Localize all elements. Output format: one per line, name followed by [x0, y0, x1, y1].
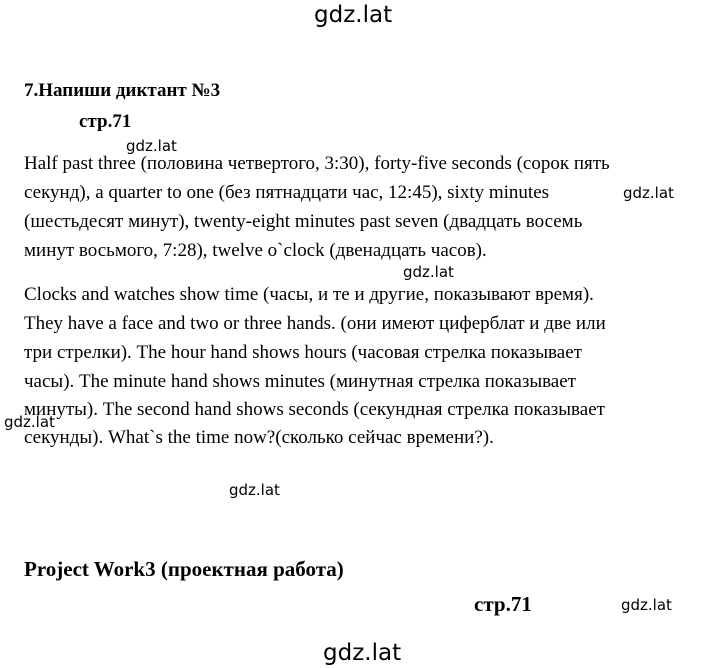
project-title: Project Work3 (проектная работа) — [24, 557, 344, 581]
text-line: три стрелки). The hour hand shows hours (часовая стрелка показывает — [24, 342, 582, 363]
text-line: Half past three (половина четвертого, 3:30), forty-five seconds (сорок пять — [24, 153, 610, 174]
task-title: 7.Напиши диктант №3 — [24, 80, 221, 101]
text-line: секунды). What`s the time now?(сколько сейчас времени?). — [24, 427, 494, 448]
text-line: часы). The minute hand shows minutes (минутная стрелка показывает — [24, 371, 576, 392]
text-line: секунд), a quarter to one (без пятнадцати час, 12:45), sixty minutes — [24, 182, 550, 203]
watermark: gdz.lat — [229, 481, 280, 499]
text-line: минуты). The second hand shows seconds (секундная стрелка показывает — [24, 399, 605, 420]
task-page-ref: стр.71 — [79, 111, 132, 132]
watermark: gdz.lat — [126, 137, 177, 155]
watermark: gdz.lat — [623, 184, 674, 202]
watermark: gdz.lat — [403, 263, 454, 281]
text-line: (шестьдесят минут), twenty-eight minutes past seven (двадцать восемь — [24, 211, 583, 232]
watermark: gdz.lat — [323, 640, 402, 666]
text-line: минут восьмого, 7:28), twelve o`clock (двенадцать часов). — [24, 240, 487, 261]
watermark: gdz.lat — [4, 413, 55, 431]
text-line: Clocks and watches show time (часы, и те и другие, показывают время). — [24, 284, 594, 305]
project-page-ref: стр.71 — [474, 592, 532, 616]
watermark: gdz.lat — [621, 596, 672, 614]
text-line: They have a face and two or three hands. (они имеют циферблат и две или — [24, 313, 606, 334]
watermark: gdz.lat — [314, 2, 393, 28]
